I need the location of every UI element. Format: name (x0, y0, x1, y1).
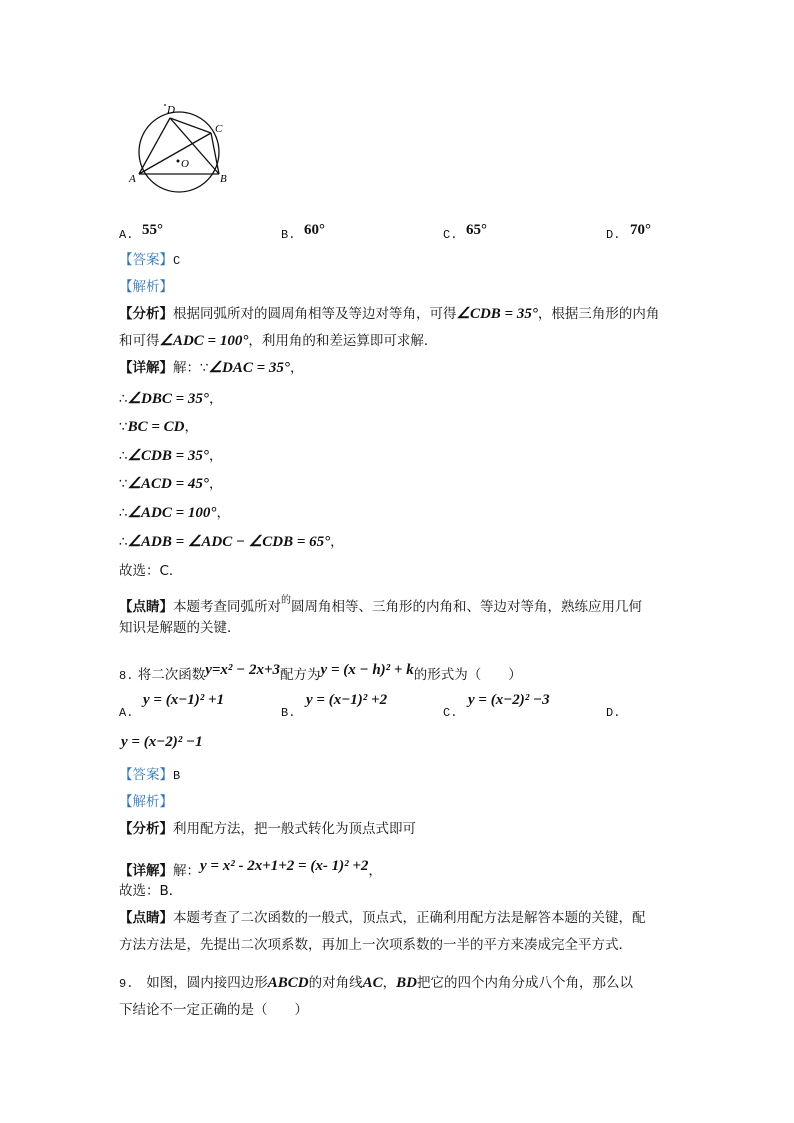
dianjing-text: 本题考查同弧所对 (173, 599, 281, 615)
stem-text: ， (382, 975, 397, 991)
q7-analysis-label: 【解析】 (119, 279, 173, 295)
math-expr: ABCD (267, 975, 309, 991)
q7-choose: 故选：C． (119, 563, 183, 579)
answer-label: 【答案】 (119, 252, 173, 268)
q8-dianjing-line2: 方法方法是，先提出二次项系数，再加上一次项系数的一半的平方来凑成完全平方式． (119, 937, 632, 953)
q7-step (119, 474, 222, 494)
math-expr: AC (362, 975, 383, 991)
svg-text:O: O (181, 158, 189, 170)
fenxi-text: 根据同弧所对的圆周角相等及等边对等角，可得 (173, 306, 457, 322)
because-symbol: ∵ (200, 360, 209, 376)
therefore-symbol: ∴ (119, 534, 128, 550)
svg-text:D: D (167, 104, 175, 116)
dianjing-text: 本题考查了二次函数的一般式，顶点式，正确利用配方法是解答本题的关键，配 (173, 910, 646, 926)
q7-answer (119, 250, 180, 271)
punct: ， (330, 534, 344, 550)
fenxi-text: 和可得 (119, 333, 160, 349)
q8-detail (119, 856, 382, 881)
dianjing-label: 【点睛】 (119, 910, 173, 926)
q9-stem-line2: 下结论不一定正确的是（ ） (119, 1002, 308, 1018)
q7-fenxi-line1 (119, 304, 659, 324)
stem-text: 的形式为（ ） (413, 667, 522, 683)
because-symbol: ∵ (119, 419, 128, 435)
q7-step (119, 446, 222, 466)
detail-label: 【详解】 (119, 360, 173, 376)
math-expr: y=x² − 2x+3 (205, 662, 281, 678)
punct: ， (208, 391, 223, 407)
q8-analysis-label: 【解析】 (119, 794, 173, 810)
q7-dianjing-line1 (119, 591, 642, 617)
punct: ， (289, 360, 304, 376)
q7-option-c-value: 65° (466, 222, 487, 238)
punct: ， (368, 863, 382, 879)
math-expr: ∠ACD = 45° (127, 476, 209, 492)
therefore-symbol: ∴ (119, 505, 128, 521)
math-expr: BD (396, 975, 417, 991)
q8-dianjing-line1 (119, 908, 646, 928)
fenxi-text: ，利用角的和差运算即可求解． (248, 333, 438, 349)
math-expr: ∠DAC = 35° (208, 360, 290, 376)
q7-step (119, 532, 344, 552)
because-symbol: ∵ (119, 476, 128, 492)
q8-option-d-value: y = (x−2)² −1 (121, 734, 203, 750)
svg-text:A: A (129, 173, 136, 185)
q8-option-c-letter: C. (443, 706, 458, 720)
math-expr: ∠DBC = 35° (127, 391, 209, 407)
q7-step (119, 417, 198, 437)
math-expr: BC = CD (127, 419, 185, 435)
fenxi-label: 【分析】 (119, 821, 173, 837)
q7-option-d-value: 70° (630, 222, 651, 238)
q7-option-d-letter: D. (606, 228, 621, 242)
q8-option-a-letter: A. (119, 706, 134, 720)
q8-option-c-value: y = (x−2)² −3 (468, 692, 550, 708)
q8-option-a-value: y = (x−1)² +1 (143, 692, 225, 708)
q7-option-a-value: 55° (142, 222, 163, 238)
q8-choose: 故选：B． (119, 883, 183, 899)
circle-quadrilateral-figure (120, 98, 240, 202)
q7-fenxi-line2 (119, 331, 437, 351)
q7-option-b-letter: B. (281, 228, 296, 242)
dianjing-text: 的 (281, 595, 291, 606)
answer-label: 【答案】 (119, 767, 173, 783)
svg-text:C: C (215, 123, 223, 135)
question-number: 9. (119, 977, 134, 991)
detail-label: 【详解】 (119, 863, 173, 879)
q7-step (119, 389, 222, 409)
fenxi-text: ，根据三角形的内角 (537, 306, 660, 322)
question-number: 8. (119, 669, 134, 683)
geometry-diagram (120, 98, 240, 198)
dianjing-label: 【点睛】 (119, 599, 173, 615)
math-expr: y = (x − h)² + k (320, 662, 414, 678)
math-expr: ∠ADB = ∠ADC − ∠CDB = 65° (127, 534, 331, 550)
therefore-symbol: ∴ (119, 448, 128, 464)
answer-value: C (173, 254, 181, 268)
dianjing-text: 圆周角相等、三角形的内角和、等边对等角，熟练应用几何 (291, 599, 642, 615)
q8-stem (119, 660, 522, 686)
stem-text: 的对角线 (308, 975, 363, 991)
svg-text:B: B (220, 173, 227, 185)
math-expr: y = x² - 2x+1+2 = (x- 1)² +2 (200, 858, 369, 874)
q7-step (119, 503, 230, 523)
q8-option-b-value: y = (x−1)² +2 (306, 692, 388, 708)
math-expr: ∠CDB = 35° (456, 306, 538, 322)
punct: ， (184, 419, 198, 435)
punct: ， (216, 505, 230, 521)
therefore-symbol: ∴ (119, 391, 128, 407)
detail-prefix: 解： (173, 360, 200, 376)
answer-value: B (173, 769, 181, 783)
stem-text: 配方为 (280, 667, 321, 683)
stem-text: 把它的四个内角分成八个角，那么以 (417, 975, 633, 991)
punct: ， (208, 448, 223, 464)
fenxi-label: 【分析】 (119, 306, 173, 322)
math-expr: ∠CDB = 35° (127, 448, 209, 464)
detail-prefix: 解： (173, 863, 200, 879)
q8-answer (119, 765, 180, 786)
q9-stem-line1 (119, 973, 633, 994)
math-expr: ∠ADC = 100° (159, 333, 249, 349)
math-expr: ∠ADC = 100° (127, 505, 217, 521)
q7-option-a-letter: A. (119, 228, 134, 242)
stem-text: 如图，圆内接四边形 (146, 975, 268, 991)
q7-detail-line (119, 358, 303, 378)
q7-option-c-letter: C. (443, 228, 458, 242)
q7-dianjing-line2: 知识是解题的关键． (119, 620, 241, 636)
q8-fenxi (119, 819, 416, 839)
stem-text: 将二次函数 (137, 667, 206, 683)
punct: ， (208, 476, 223, 492)
q7-option-b-value: 60° (304, 222, 325, 238)
q8-option-d-letter: D. (606, 706, 621, 720)
q8-option-b-letter: B. (281, 706, 296, 720)
fenxi-text: 利用配方法，把一般式转化为顶点式即可 (173, 821, 416, 837)
